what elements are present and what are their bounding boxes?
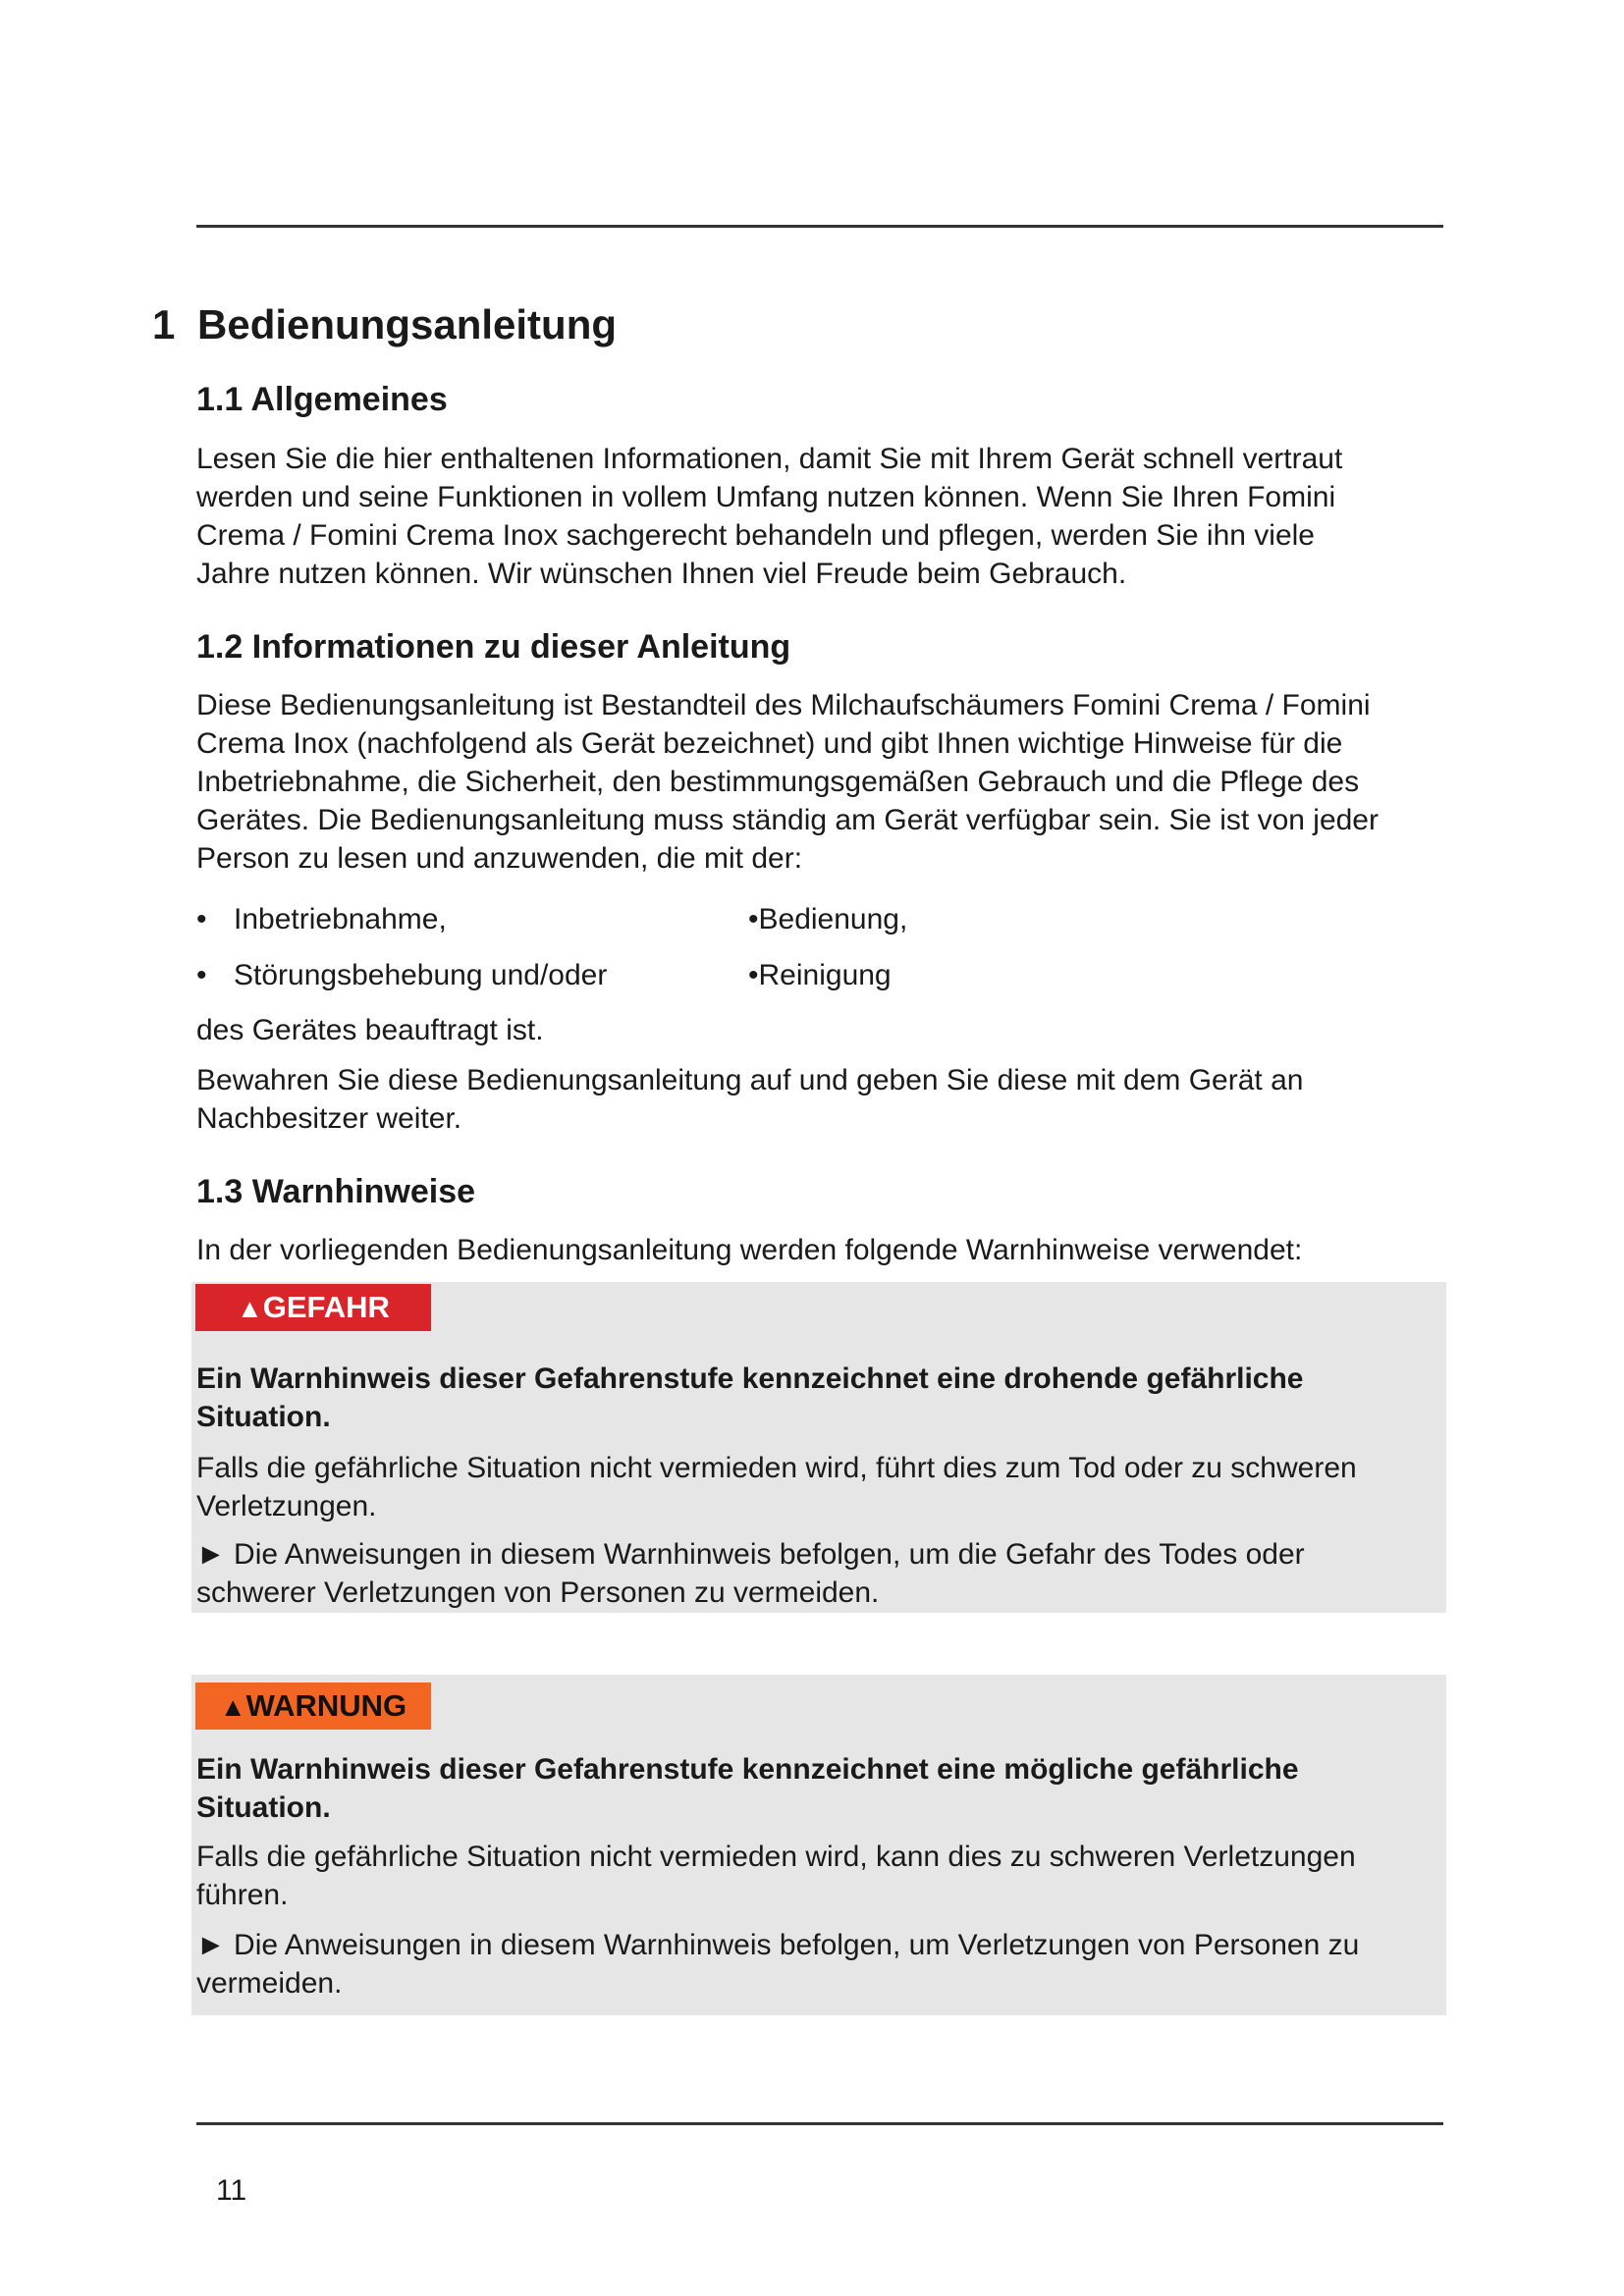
text-line: Diese Bedienungsanleitung ist Bestandteil des Milchaufschäumers Fomini Crema / Fomini xyxy=(196,689,1371,721)
bullet-icon: • xyxy=(196,903,207,935)
text-line: Person zu lesen und anzuwenden, die mit der: xyxy=(196,842,803,875)
text-line: Gerätes. Die Bedienungsanleitung muss ständig am Gerät verfügbar sein. Sie ist von jeder xyxy=(196,804,1379,836)
text-line: Crema / Fomini Crema Inox sachgerecht behandeln und pflegen, werden Sie ihn viele xyxy=(196,519,1315,552)
list-item: • Störungsbehebung und/oder xyxy=(196,956,607,994)
text-line: Nachbesitzer weiter. xyxy=(196,1102,462,1135)
list-item: • Inbetriebnahme, xyxy=(196,900,447,938)
section-1-1-text xyxy=(196,440,1453,593)
bullet-icon: • xyxy=(748,903,759,935)
section-heading-1-1: 1.1 Allgemeines xyxy=(196,381,448,418)
list-item: •Reinigung xyxy=(748,956,892,994)
danger-heading: Ein Warnhinweis dieser Gefahrenstufe kennzeichnet eine drohende gefährliche Situation. xyxy=(196,1362,1304,1433)
text-line: Crema Inox (nachfolgend als Gerät bezeichnet) und gibt Ihnen wichtige Hinweise für die xyxy=(196,727,1343,760)
section-1-2-text xyxy=(196,686,1453,878)
text-line: Lesen Sie die hier enthaltenen Informationen, damit Sie mit Ihrem Gerät schnell vertraut xyxy=(196,443,1343,475)
bullet-icon: • xyxy=(196,959,207,991)
keep-manual-text xyxy=(196,1061,1453,1138)
bullet-icon: • xyxy=(748,959,759,991)
section-heading-1-2: 1.2 Informationen zu dieser Anleitung xyxy=(196,628,791,666)
section-heading-1-3: 1.3 Warnhinweise xyxy=(196,1173,476,1210)
list-item: •Bedienung, xyxy=(748,900,907,938)
danger-signal-label: ▲GEFAHR xyxy=(195,1284,431,1331)
header-rule xyxy=(196,225,1443,228)
warning-triangle-icon: ▲ xyxy=(237,1294,263,1323)
text-line: Inbetriebnahme, die Sicherheit, den bestimmungsgemäßen Gebrauch und die Pflege des xyxy=(196,766,1360,798)
text-line: Jahre nutzen können. Wir wünschen Ihnen viel Freude beim Gebrauch. xyxy=(196,558,1127,590)
warnings-intro: In der vorliegenden Bedienungsanleitung werden folgende Warnhinweise verwendet: xyxy=(196,1234,1303,1266)
warning-heading: Ein Warnhinweis dieser Gefahrenstufe kennzeichnet eine mögliche gefährliche Situation. xyxy=(196,1753,1299,1824)
warning-box xyxy=(191,1675,1446,2015)
danger-warning-box xyxy=(191,1282,1446,1613)
warning-consequence: Falls die gefährliche Situation nicht vermieden wird, kann dies zu schweren Verletzungen führen. xyxy=(196,1841,1356,1911)
chapter-title: Bedienungsanleitung xyxy=(197,301,618,347)
danger-consequence: Falls die gefährliche Situation nicht vermieden wird, führt dies zum Tod oder zu schweren Verletzungen. xyxy=(196,1452,1357,1522)
chapter-number: 1 xyxy=(152,301,176,347)
warning-signal-label: ▲WARNUNG xyxy=(195,1682,431,1730)
text-line: Bewahren Sie diese Bedienungsanleitung auf und geben Sie diese mit dem Gerät an xyxy=(196,1064,1304,1096)
text-line: werden und seine Funktionen in vollem Umfang nutzen können. Wenn Sie Ihren Fomini xyxy=(196,481,1336,513)
warning-action: ► Die Anweisungen in diesem Warnhinweis befolgen, um Verletzungen von Personen zu vermeiden. xyxy=(196,1929,1360,2000)
warning-triangle-icon: ▲ xyxy=(219,1692,246,1722)
chapter-heading xyxy=(152,300,617,349)
danger-action: ► Die Anweisungen in diesem Warnhinweis befolgen, um die Gefahr des Todes oder schwerer Verletzungen von Personen zu vermeiden. xyxy=(196,1538,1305,1609)
page-number: 11 xyxy=(216,2174,247,2207)
footer-rule xyxy=(196,2122,1443,2125)
after-list-text: des Gerätes beauftragt ist. xyxy=(196,1014,544,1046)
